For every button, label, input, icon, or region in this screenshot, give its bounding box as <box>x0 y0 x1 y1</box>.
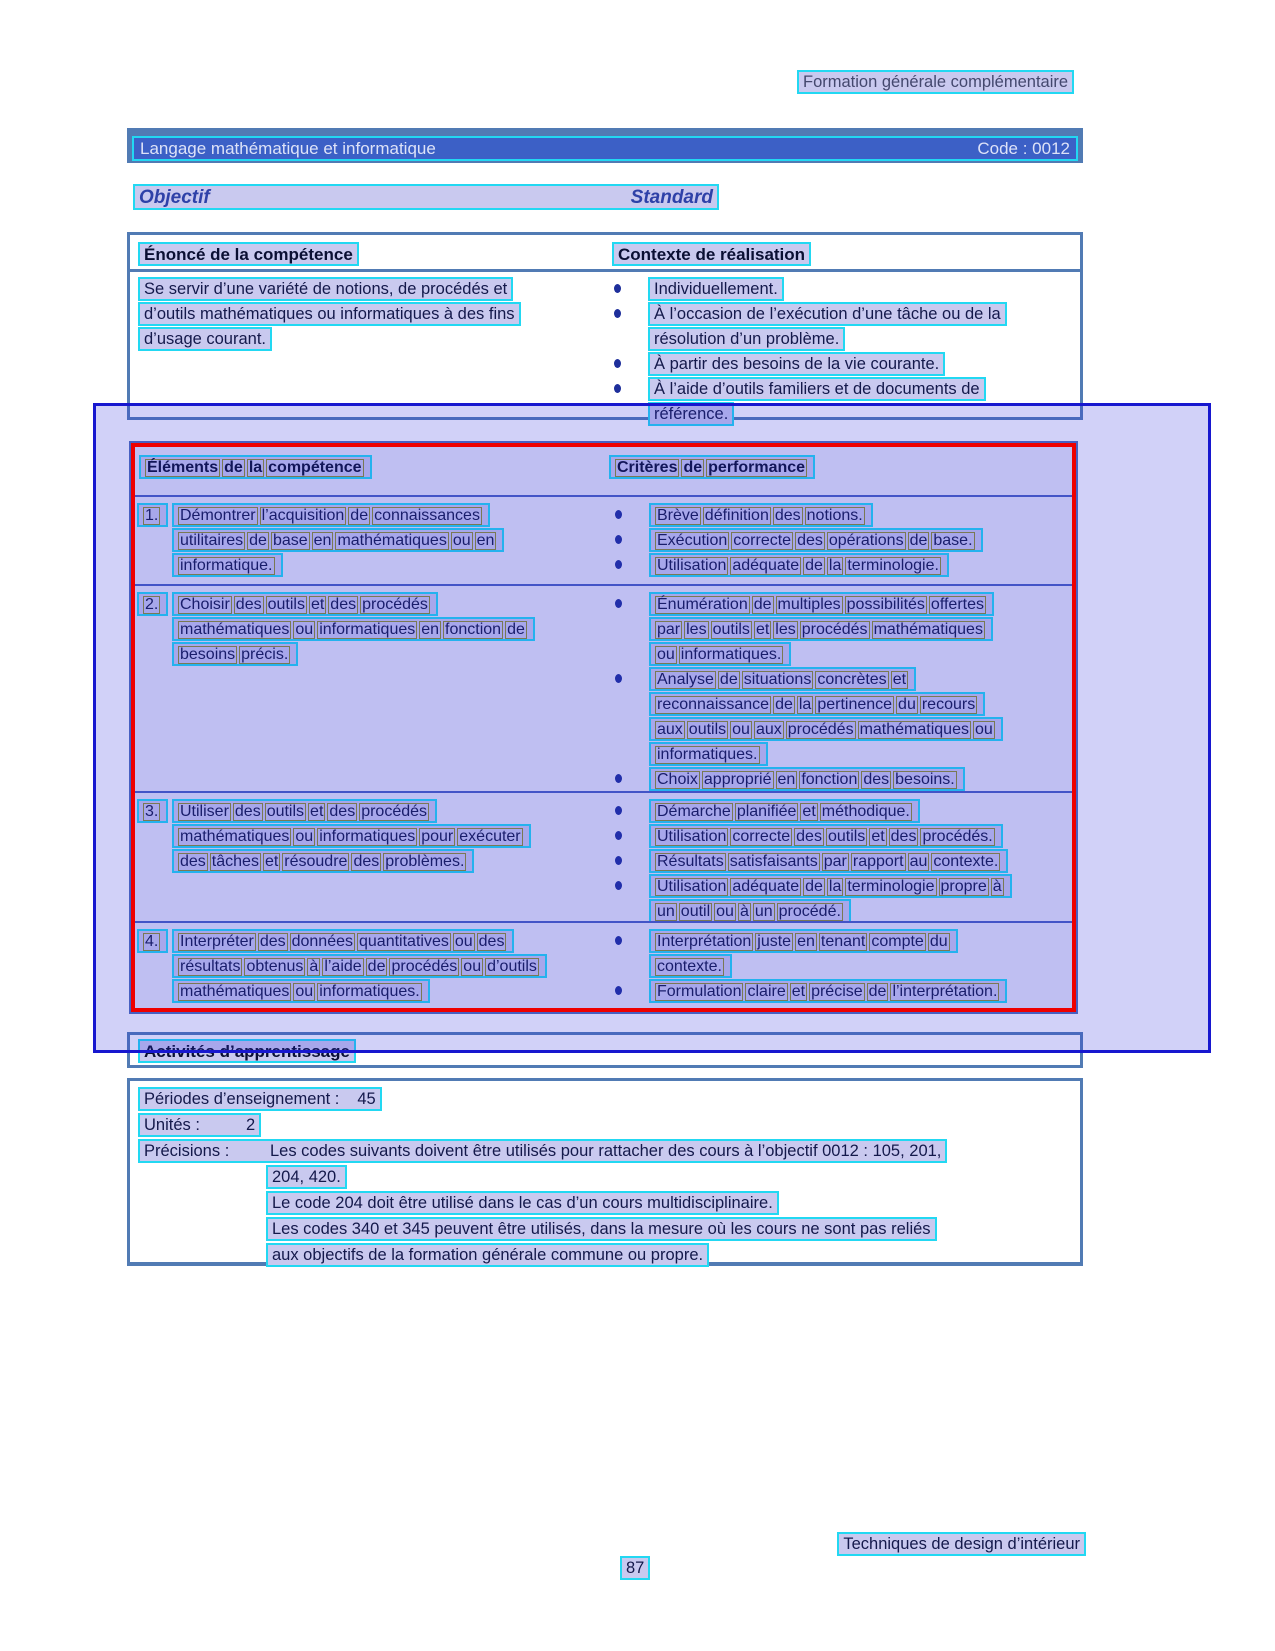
word-box: de <box>367 958 386 975</box>
word-box: aux <box>755 721 782 738</box>
text-line <box>266 1217 1080 1243</box>
word-box: informatiques <box>319 621 416 638</box>
word-box: tenant <box>820 933 866 950</box>
word-box: adéquate <box>732 878 800 895</box>
word-box: de <box>350 507 369 524</box>
word-box: des <box>797 532 823 549</box>
word-box: Choix <box>657 771 698 788</box>
word-box: l’interprétation. <box>892 983 998 1000</box>
word-box: Interpréter <box>180 933 254 950</box>
units-line <box>138 1113 1080 1139</box>
activities-body-box <box>127 1078 1083 1266</box>
page-number: 87 <box>620 1556 650 1580</box>
word-box: des <box>774 507 801 524</box>
word-box: outils <box>267 596 305 613</box>
text-line <box>648 302 1007 327</box>
word-box: l’aide <box>324 958 362 975</box>
word-box: par <box>823 853 847 870</box>
bullet-item <box>606 352 1080 377</box>
word-box: à <box>309 958 319 975</box>
word-box: Exécution <box>657 532 728 549</box>
text-line <box>138 327 606 352</box>
word-box: un <box>754 903 773 920</box>
word-box: ou <box>974 721 993 738</box>
word-box: mathématiques <box>180 828 290 845</box>
word-box: 2. <box>145 596 159 613</box>
word-box: à <box>992 878 1002 895</box>
word-box: de <box>249 532 267 549</box>
word-box: procédés <box>787 721 854 738</box>
word-box: Analyse <box>657 671 714 688</box>
footer-program: Techniques de design d’intérieur <box>837 1532 1086 1556</box>
text-line <box>648 352 945 377</box>
top-right-note: Formation générale complémentaire <box>797 70 1074 94</box>
word-box: en <box>313 532 332 549</box>
word-box: Démarche <box>657 803 731 820</box>
word-box: par <box>657 621 681 638</box>
text-line <box>648 277 784 302</box>
course-code: Code : 0012 <box>977 138 1070 158</box>
word-box: adéquate <box>732 557 800 574</box>
word-box: base. <box>933 532 973 549</box>
word-box: de <box>909 532 928 549</box>
word-box: obtenus <box>246 958 304 975</box>
word-box: Formulation <box>657 983 742 1000</box>
word-box: des <box>235 596 262 613</box>
word-box: des <box>330 596 357 613</box>
word-box: Interprétation <box>657 933 752 950</box>
word-box: correcte <box>733 532 792 549</box>
word-box: ou <box>295 983 314 1000</box>
word-box: Utilisation <box>657 828 727 845</box>
word-box: mathématiques <box>180 621 290 638</box>
units-label: Unités : <box>144 1116 200 1134</box>
word-box: des <box>234 803 261 820</box>
word-box: ou <box>452 532 471 549</box>
word-box: des <box>353 853 380 870</box>
text-line-highlight: aux objectifs de la formation générale commune ou propre. <box>266 1243 709 1267</box>
word-box: et <box>310 803 324 820</box>
word-box: et <box>791 983 806 1000</box>
word-box: besoins <box>180 646 236 663</box>
word-box: procédés. <box>922 828 993 845</box>
word-box: procédés <box>801 621 868 638</box>
word-box: précis. <box>241 646 289 663</box>
word-box: outils <box>266 803 305 820</box>
header-bar <box>127 128 1083 163</box>
word-box: de <box>805 878 823 895</box>
word-box: à <box>739 903 749 920</box>
text-line <box>648 327 1007 352</box>
word-box: Éléments <box>147 459 219 476</box>
word-box: compte <box>871 933 924 950</box>
word-box: reconnaissance <box>657 696 770 713</box>
text-line <box>648 377 986 402</box>
word-box: les <box>686 621 707 638</box>
word-box: satisfaisants <box>729 853 818 870</box>
objectif-standard-strip <box>133 184 719 210</box>
word-box: et <box>871 828 885 845</box>
header-bar-highlight <box>132 136 1078 161</box>
word-box: 4. <box>145 933 159 950</box>
word-box: et <box>802 803 816 820</box>
word-box: de <box>775 696 793 713</box>
word-box: mathématiques <box>873 621 983 638</box>
word-box: ou <box>295 621 314 638</box>
text-line <box>266 1191 1080 1217</box>
bullet-icon <box>614 309 621 318</box>
word-box: des <box>863 771 890 788</box>
text-line-highlight: À l’aide d’outils familiers et de documents de <box>648 377 986 401</box>
word-box: la <box>828 557 842 574</box>
word-box: en <box>421 621 440 638</box>
word-box: pour <box>421 828 454 845</box>
word-box: la <box>248 459 263 476</box>
word-box: définition <box>704 507 769 524</box>
word-box: de <box>868 983 887 1000</box>
word-box: procédés <box>361 803 428 820</box>
word-box: en <box>777 771 796 788</box>
text-line-highlight: résolution d’un problème. <box>648 327 845 351</box>
word-box: outils <box>827 828 866 845</box>
precisions-text: Les codes suivants doivent être utilisés pour rattacher des cours à l’objectif 0012 : 105, 201, <box>270 1142 942 1160</box>
word-box: et <box>310 596 325 613</box>
word-box: la <box>828 878 842 895</box>
text-line-highlight: d’outils mathématiques ou informatiques à des fins <box>138 302 521 326</box>
word-box: situations <box>743 671 812 688</box>
word-box: informatiques <box>319 828 416 845</box>
word-box: ou <box>454 933 473 950</box>
word-box: et <box>755 621 770 638</box>
word-box: Résultats <box>657 853 724 870</box>
bullet-icon <box>614 284 621 293</box>
word-box: ou <box>657 646 675 663</box>
word-box: aux <box>657 721 683 738</box>
word-box: de <box>719 671 738 688</box>
word-box: de <box>224 459 243 476</box>
word-box: de <box>753 596 772 613</box>
word-box: besoins. <box>895 771 955 788</box>
word-box: contexte. <box>657 958 722 975</box>
text-line-highlight: Individuellement. <box>648 277 784 301</box>
bullet-text <box>648 352 945 377</box>
word-box: Choisir <box>180 596 230 613</box>
word-box: ou <box>716 903 734 920</box>
word-box: données <box>291 933 353 950</box>
text-line-highlight: Les codes 340 et 345 peuvent être utilisés, dans la mesure où les cours ne sont pas reliés <box>266 1217 937 1241</box>
word-box: juste <box>757 933 792 950</box>
bullet-item <box>606 277 1080 302</box>
word-box: 1. <box>145 507 159 524</box>
word-box: de <box>507 621 525 638</box>
word-box: mathématiques <box>337 532 447 549</box>
standard-heading: Standard <box>630 187 713 208</box>
word-box: fonction <box>801 771 858 788</box>
word-box: procédés <box>391 958 458 975</box>
periods-value: 45 <box>357 1090 376 1108</box>
periods-label: Périodes d’enseignement : <box>144 1090 340 1108</box>
word-box: concrètes <box>817 671 887 688</box>
word-box: méthodique. <box>821 803 910 820</box>
word-box: claire <box>747 983 786 1000</box>
enonce-header: Énoncé de la compétence <box>138 242 359 266</box>
word-box: précise <box>811 983 863 1000</box>
word-box: des <box>259 933 286 950</box>
word-box: de <box>805 557 823 574</box>
word-box: terminologie. <box>847 557 939 574</box>
units-value: 2 <box>245 1116 256 1134</box>
contexte-header: Contexte de réalisation <box>612 242 811 266</box>
word-box: planifiée <box>736 803 797 820</box>
word-box: offertes <box>930 596 984 613</box>
word-box: informatiques. <box>680 646 782 663</box>
word-box: du <box>898 696 916 713</box>
word-box: Utilisation <box>657 878 727 895</box>
word-box: contexte. <box>933 853 999 870</box>
word-box: quantitatives <box>359 933 449 950</box>
objectif-heading: Objectif <box>139 187 210 208</box>
word-box: outils <box>712 621 750 638</box>
word-box: des <box>796 828 822 845</box>
text-line-highlight: référence. <box>648 402 734 426</box>
periods-line <box>138 1087 1080 1113</box>
bullet-text <box>648 302 1007 352</box>
word-box: mathématiques <box>859 721 969 738</box>
precisions-line <box>138 1139 1080 1165</box>
word-box: procédé. <box>778 903 841 920</box>
word-box: pertinence <box>817 696 893 713</box>
word-box: mathématiques <box>180 983 290 1000</box>
text-line <box>138 277 606 302</box>
word-box: des <box>890 828 917 845</box>
word-box: approprié <box>703 771 772 788</box>
text-line-highlight: Le code 204 doit être utilisé dans le cas d’un cours multidisciplinaire. <box>266 1191 779 1215</box>
enonce-table <box>127 232 1083 423</box>
word-box: Utiliser <box>180 803 229 820</box>
word-box: ou <box>295 828 314 845</box>
word-box: en <box>476 532 495 549</box>
text-line-highlight: 204, 420. <box>266 1165 347 1189</box>
word-box: multiples <box>777 596 841 613</box>
word-box: du <box>929 933 948 950</box>
word-box: compétence <box>268 459 362 476</box>
word-box: résoudre <box>284 853 348 870</box>
bullet-item <box>606 302 1080 352</box>
word-box: et <box>264 853 279 870</box>
text-line-highlight: d’usage courant. <box>138 327 272 351</box>
word-box: terminologie <box>847 878 935 895</box>
word-box: rapport <box>852 853 904 870</box>
annotation-red-box <box>131 443 1076 1012</box>
text-line <box>138 302 606 327</box>
bullet-text <box>648 277 784 302</box>
word-box: au <box>909 853 928 870</box>
word-box: 3. <box>145 803 159 820</box>
word-box: des <box>329 803 356 820</box>
text-line <box>266 1165 1080 1191</box>
word-box: base <box>272 532 308 549</box>
word-box: tâches <box>211 853 259 870</box>
word-box: résultats <box>180 958 241 975</box>
text-line <box>266 1243 1080 1269</box>
word-box: outils <box>688 721 727 738</box>
word-box: ou <box>463 958 482 975</box>
word-box: recours <box>921 696 976 713</box>
word-box: la <box>798 696 812 713</box>
activities-heading: Activités d’apprentissage <box>138 1039 356 1063</box>
word-box: et <box>892 671 907 688</box>
word-box: Critères <box>617 459 678 476</box>
word-box: Brève <box>657 507 699 524</box>
word-box: des <box>478 933 505 950</box>
word-box: en <box>797 933 815 950</box>
word-box: correcte <box>732 828 791 845</box>
bullet-icon <box>614 359 621 368</box>
word-box: des <box>180 853 206 870</box>
word-box: Énumération <box>657 596 748 613</box>
word-box: d’outils <box>487 958 537 975</box>
enonce-table-header <box>130 235 1080 272</box>
word-box: ou <box>732 721 750 738</box>
text-line-highlight: Se servir d’une variété de notions, de procédés et <box>138 277 513 301</box>
word-box: connaissances <box>374 507 480 524</box>
bullet-icon <box>614 384 621 393</box>
word-box: les <box>775 621 796 638</box>
precisions-label: Précisions : <box>144 1142 230 1160</box>
word-box: l’acquisition <box>261 507 345 524</box>
word-box: exécuter <box>459 828 521 845</box>
word-box: possibilités <box>846 596 925 613</box>
word-box: propre <box>940 878 987 895</box>
word-box: opérations <box>828 532 904 549</box>
word-box: Démontrer <box>180 507 256 524</box>
word-box: notions. <box>806 507 863 524</box>
word-box: outil <box>680 903 711 920</box>
precisions-continuation <box>138 1165 1080 1269</box>
word-box: problèmes. <box>385 853 465 870</box>
word-box: procédés <box>362 596 428 613</box>
text-line-highlight: À partir des besoins de la vie courante. <box>648 352 945 376</box>
word-box: performance <box>708 459 806 476</box>
word-box: un <box>657 903 675 920</box>
word-box: Utilisation <box>657 557 727 574</box>
word-box: informatique. <box>180 557 273 574</box>
word-box: informatiques. <box>657 746 758 763</box>
word-box: fonction <box>445 621 502 638</box>
word-box: utilitaires <box>180 532 244 549</box>
text-line-highlight: À l’occasion de l’exécution d’une tâche ou de la <box>648 302 1007 326</box>
course-title: Langage mathématique et informatique <box>140 138 436 158</box>
word-box: informatiques. <box>319 983 420 1000</box>
word-box: de <box>683 459 703 476</box>
